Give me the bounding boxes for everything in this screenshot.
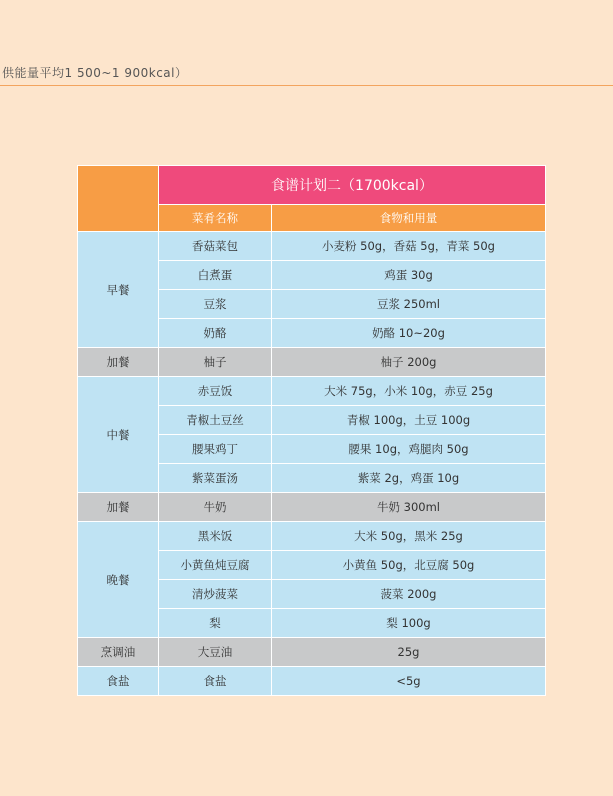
table-row bbox=[78, 522, 546, 551]
food-amount: 牛奶 300ml bbox=[272, 493, 546, 522]
table-row bbox=[78, 493, 546, 522]
food-amount: 小麦粉 50g，香菇 5g，青菜 50g bbox=[272, 232, 546, 261]
dish-name: 奶酪 bbox=[159, 319, 272, 348]
meal-label: 加餐 bbox=[78, 493, 159, 522]
dish-name: 豆浆 bbox=[159, 290, 272, 319]
food-amount: 奶酪 10~20g bbox=[272, 319, 546, 348]
food-amount: <5g bbox=[272, 667, 546, 696]
dish-name: 赤豆饭 bbox=[159, 377, 272, 406]
meal-label: 加餐 bbox=[78, 348, 159, 377]
table-row bbox=[78, 232, 546, 261]
food-amount: 梨 100g bbox=[272, 609, 546, 638]
table-row bbox=[78, 377, 546, 406]
meal-label: 烹调油 bbox=[78, 638, 159, 667]
header-divider bbox=[0, 85, 613, 86]
food-amount: 菠菜 200g bbox=[272, 580, 546, 609]
dish-name: 清炒菠菜 bbox=[159, 580, 272, 609]
page-header-text: 供能量平均1 500~1 900kcal） bbox=[2, 66, 188, 80]
table-corner-cell bbox=[78, 166, 159, 232]
food-amount: 25g bbox=[272, 638, 546, 667]
dish-name: 白煮蛋 bbox=[159, 261, 272, 290]
food-amount: 大米 50g，黑米 25g bbox=[272, 522, 546, 551]
food-amount: 豆浆 250ml bbox=[272, 290, 546, 319]
dish-name: 柚子 bbox=[159, 348, 272, 377]
food-amount: 腰果 10g，鸡腿肉 50g bbox=[272, 435, 546, 464]
table-title-row bbox=[78, 166, 546, 205]
dish-name: 腰果鸡丁 bbox=[159, 435, 272, 464]
meal-label: 早餐 bbox=[78, 232, 159, 348]
table-row bbox=[78, 348, 546, 377]
dish-name: 牛奶 bbox=[159, 493, 272, 522]
food-amount: 青椒 100g，土豆 100g bbox=[272, 406, 546, 435]
food-amount: 紫菜 2g，鸡蛋 10g bbox=[272, 464, 546, 493]
column-header-food: 食物和用量 bbox=[272, 205, 546, 232]
dish-name: 香菇菜包 bbox=[159, 232, 272, 261]
table-row bbox=[78, 638, 546, 667]
dish-name: 大豆油 bbox=[159, 638, 272, 667]
dish-name: 黑米饭 bbox=[159, 522, 272, 551]
meal-label: 中餐 bbox=[78, 377, 159, 493]
column-header-dish: 菜肴名称 bbox=[159, 205, 272, 232]
dish-name: 青椒土豆丝 bbox=[159, 406, 272, 435]
dish-name: 紫菜蛋汤 bbox=[159, 464, 272, 493]
food-amount: 大米 75g，小米 10g，赤豆 25g bbox=[272, 377, 546, 406]
food-amount: 鸡蛋 30g bbox=[272, 261, 546, 290]
meal-label: 晚餐 bbox=[78, 522, 159, 638]
table-row bbox=[78, 667, 546, 696]
dish-name: 小黄鱼炖豆腐 bbox=[159, 551, 272, 580]
food-amount: 柚子 200g bbox=[272, 348, 546, 377]
dish-name: 梨 bbox=[159, 609, 272, 638]
table-title: 食谱计划二（1700kcal） bbox=[159, 166, 546, 205]
dish-name: 食盐 bbox=[159, 667, 272, 696]
food-amount: 小黄鱼 50g，北豆腐 50g bbox=[272, 551, 546, 580]
meal-plan-table bbox=[77, 165, 546, 696]
meal-label: 食盐 bbox=[78, 667, 159, 696]
